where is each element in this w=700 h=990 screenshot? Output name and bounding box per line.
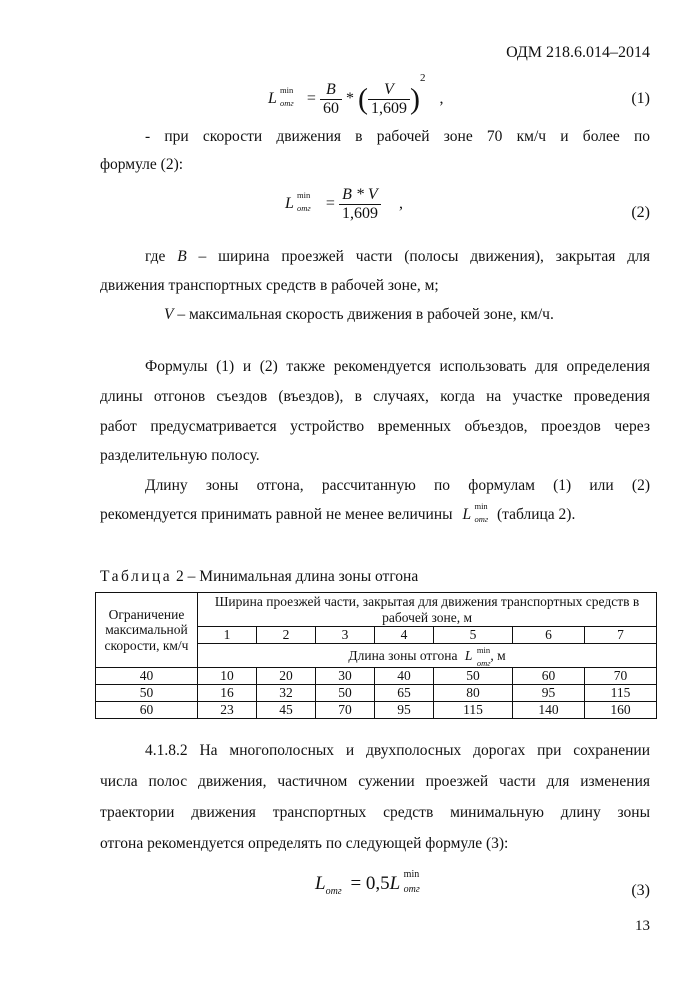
where-b-line-2: движения транспортных средств в рабочей зоне, м; [100, 277, 439, 294]
formula-2-number: (2) [631, 204, 650, 221]
where-b-line-1: где B – ширина проезжей части (полосы движения), закрытая для [145, 248, 651, 265]
value-cell: 115 [434, 702, 513, 719]
value-cell: 32 [257, 685, 316, 702]
table-row [96, 685, 657, 702]
right-paren: ) [409, 82, 420, 116]
para-418-line-3: траектории движения транспортных средств минимальную длину зоны [100, 804, 650, 821]
formula-2-frac: $\frac{B * V}{1,609}$ [339, 186, 381, 223]
where-v-line: V – максимальная скорость движения в рабочей зоне, км/ч. [164, 306, 554, 323]
formula-3-equals: = 0,5 [350, 873, 390, 894]
formula-3 [315, 869, 420, 897]
width-cell: 7 [585, 627, 657, 644]
width-cell: 1 [198, 627, 257, 644]
value-cell: 16 [198, 685, 257, 702]
value-cell: 65 [375, 685, 434, 702]
width-cell: 2 [257, 627, 316, 644]
multiply-sign: * [345, 90, 354, 107]
value-cell: 140 [513, 702, 585, 719]
formula-2-lhs: L min отг [285, 190, 311, 214]
formula-3-number: (3) [631, 882, 650, 899]
formula-3-rhs: L min отг [389, 869, 420, 895]
speed-cell: 50 [96, 685, 198, 702]
para-formulas-line-2: длины отгонов съездов (въездов), в случаях, когда на участке проведения [100, 388, 650, 405]
page-number: 13 [635, 918, 650, 934]
value-cell: 70 [585, 668, 657, 685]
value-cell: 60 [513, 668, 585, 685]
formula-3-lhs-sub: отг [325, 886, 342, 897]
row-header-speed: Ограничение максимальной скорости, км/ч [96, 593, 198, 668]
table-row [96, 668, 657, 685]
para-formulas-line-1: Формулы (1) и (2) также рекомендуется использовать для определения [145, 358, 650, 375]
width-cell: 3 [316, 627, 375, 644]
para-length-line-2: рекомендуется принимать равной не менее величины L min отг (таблица 2). [100, 501, 576, 524]
width-cell: 5 [434, 627, 513, 644]
para-length-line-1: Длину зоны отгона, рассчитанную по формулам (1) или (2) [145, 477, 650, 494]
value-cell: 80 [434, 685, 513, 702]
para-formulas-line-4: разделительную полосу. [100, 447, 260, 464]
para-418-line-2: числа полос движения, частичном сужении проезжей части для изменения [100, 773, 650, 790]
value-cell: 50 [434, 668, 513, 685]
left-paren: ( [357, 82, 368, 116]
equals-sign: = [325, 195, 335, 213]
table-row [96, 702, 657, 719]
formula-1-lhs: L min отг [268, 85, 294, 108]
value-cell: 160 [585, 702, 657, 719]
formula-1-number: (1) [631, 90, 650, 107]
value-cell: 10 [198, 668, 257, 685]
value-cell: 20 [257, 668, 316, 685]
value-cell: 115 [585, 685, 657, 702]
value-cell: 23 [198, 702, 257, 719]
para-speed-line-2: формуле (2): [100, 156, 184, 173]
value-cell: 95 [513, 685, 585, 702]
para-418-line-1: 4.1.8.2 На многополосных и двухполосных дорогах при сохранении [145, 742, 650, 759]
value-cell: 70 [316, 702, 375, 719]
formula-3-lhs: L [315, 873, 326, 894]
para-418-line-4: отгона рекомендуется определять по следующей формуле (3): [100, 835, 509, 852]
comma: , [398, 195, 403, 213]
table-caption: Таблица 2 – Минимальная длина зоны отгона [100, 568, 419, 585]
speed-cell: 60 [96, 702, 198, 719]
comma: , [439, 90, 444, 107]
para-formulas-line-3: работ предусматривается устройство временных объездов, проездов через [100, 418, 650, 435]
width-cell: 6 [513, 627, 585, 644]
value-cell: 30 [316, 668, 375, 685]
width-cell: 4 [375, 627, 434, 644]
table-min-zone-length [95, 592, 657, 719]
value-cell: 45 [257, 702, 316, 719]
col-group-header: Ширина проезжей части, закрытая для движения транспортных средств в рабочей зоне, м [198, 593, 657, 627]
value-cell: 95 [375, 702, 434, 719]
formula-2 [285, 186, 403, 223]
l-min-symbol: L min отг [462, 501, 489, 524]
formula-1 [268, 72, 443, 118]
equals-sign: = [306, 90, 316, 107]
formula-1-frac-v: $\frac{V}{1,609}$ [368, 81, 410, 118]
value-cell: 50 [316, 685, 375, 702]
document-code: ОДМ 218.6.014–2014 [506, 44, 650, 61]
para-speed-line-1: - при скорости движения в рабочей зоне 70 км/ч и более по [145, 128, 650, 145]
power-exponent: 2 [419, 72, 426, 84]
formula-1-frac-b: $\frac{B}{60}$ [320, 81, 342, 118]
l-min-symbol: L min отг [464, 644, 491, 668]
value-cell: 40 [375, 668, 434, 685]
length-subheader: Длина зоны отгона L min отг , м [198, 644, 657, 668]
speed-cell: 40 [96, 668, 198, 685]
